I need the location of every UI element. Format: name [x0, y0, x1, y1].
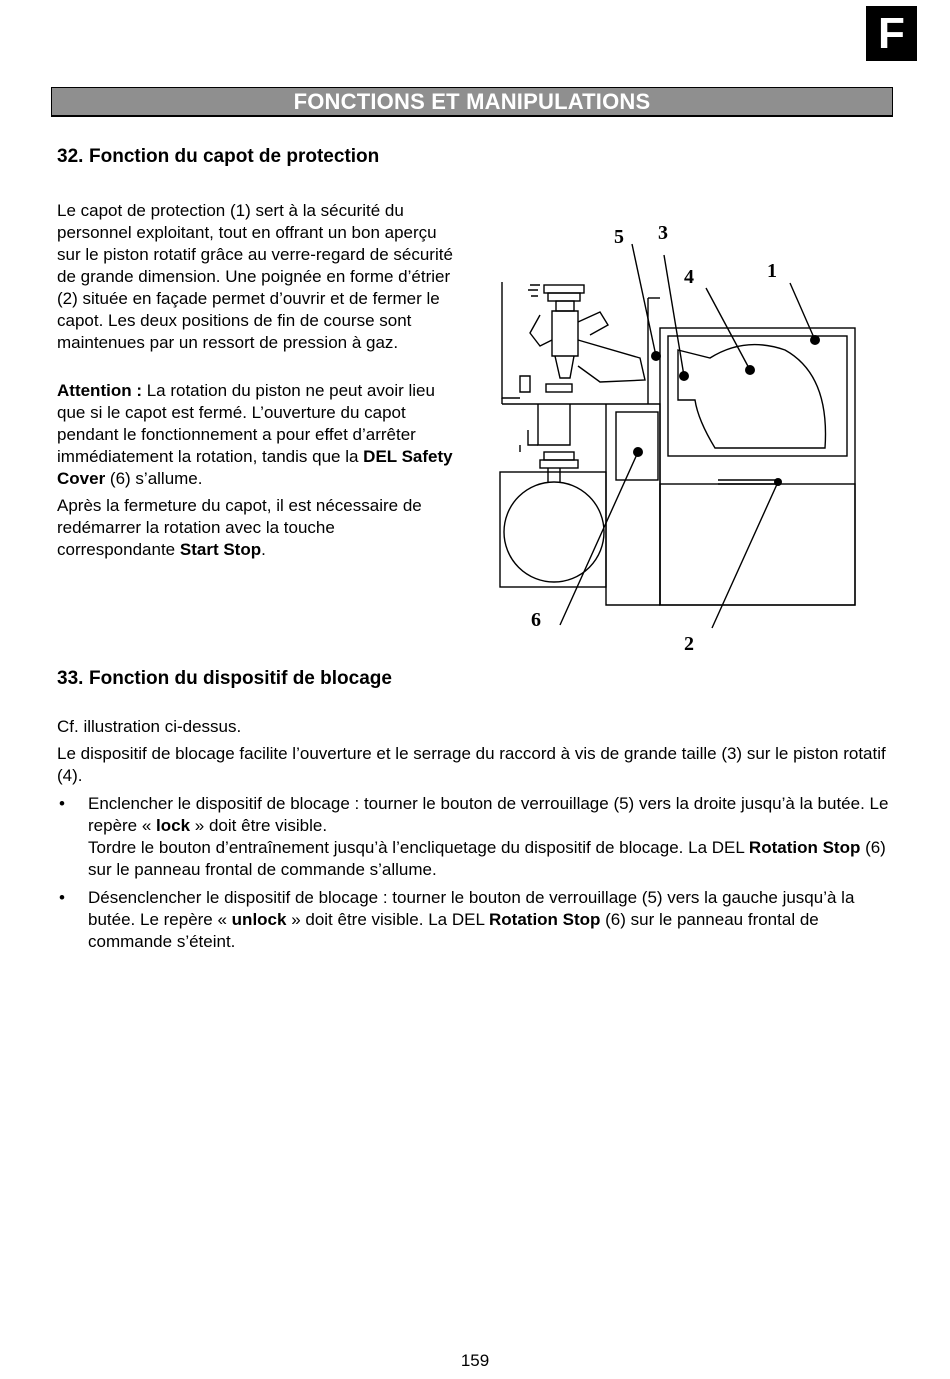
bullet-text: [88, 887, 897, 953]
protective-hood-diagram: [490, 215, 870, 660]
bullet-symbol: •: [59, 794, 65, 813]
rotation-stop-label: Rotation Stop: [489, 910, 601, 929]
unlock-label: unlock: [231, 910, 287, 929]
callout-2: 2: [684, 633, 694, 655]
section-33-title: Fonction du dispositif de blocage: [89, 668, 392, 689]
section-33-heading: [57, 668, 392, 690]
section-32-paragraph-1: Le capot de protection (1) sert à la sécurité du personnel exploitant, tout en offrant un bon aperçu sur le piston rotatif grâce au verre-regard de sécurité de grande dimension. Une poignée en forme d’étrier (2) située en façade permet d’ouvrir et de fermer le capot. Les deux positions de fin de course sont maintenues par un ressort de pression à gaz.: [57, 201, 453, 352]
attention-label: Attention :: [57, 381, 142, 400]
callout-4: 4: [684, 266, 694, 288]
section-33-paragraph-1: Cf. illustration ci-dessus.: [57, 717, 242, 736]
chapter-banner: FONCTIONS ET MANIPULATIONS: [51, 87, 893, 117]
callout-1: 1: [767, 260, 777, 282]
bullet-text-part: » doit être visible. La DEL: [286, 910, 489, 929]
section-32-heading: [57, 146, 379, 168]
section-33-number: 33.: [57, 668, 84, 689]
bullet-item-unlock: [57, 887, 897, 953]
paragraph-text: .: [261, 540, 266, 559]
bullet-symbol: •: [59, 888, 65, 907]
section-32-number: 32.: [57, 146, 84, 167]
callout-5: 5: [614, 226, 624, 248]
section-32-paragraph-3: [57, 495, 457, 561]
callout-3: 3: [658, 222, 668, 244]
language-tab: F: [866, 6, 917, 61]
led-safety-cover-label: DEL Safety Cover: [57, 447, 453, 488]
bullet-item-lock: [57, 793, 897, 881]
bullet-text-part: Désenclencher le dispositif de blocage : tourner le bouton de verrouillage (5) vers la gauche jusqu’à la butée. Le repère «: [88, 888, 855, 929]
paragraph-text: La rotation du piston ne peut avoir lieu que si le capot est fermé. L’ouverture du capot pendant le fonctionnement a pour effet d’arrêter immédiatement la rotation, tandis que la: [57, 381, 435, 466]
page-number: 159: [460, 1351, 490, 1370]
bullet-text-part: (6) sur le panneau frontal de commande s’allume.: [88, 838, 886, 879]
bullet-text-part: Tordre le bouton d’entraînement jusqu’à l’encliquetage du dispositif de blocage. La DEL: [88, 838, 749, 857]
lock-label: lock: [156, 816, 191, 835]
bullet-text-part: (6) sur le panneau frontal de commande s’éteint.: [88, 910, 819, 951]
paragraph-text: Après la fermeture du capot, il est nécessaire de redémarrer la rotation avec la touche correspondante: [57, 496, 422, 559]
callout-6: 6: [531, 609, 541, 631]
bullet-text-part: » doit être visible.: [190, 816, 328, 835]
bullet-text-part: Enclencher le dispositif de blocage : tourner le bouton de verrouillage (5) vers la droite jusqu’à la butée. Le repère «: [88, 794, 889, 835]
section-33-paragraph-2: Le dispositif de blocage facilite l’ouverture et le serrage du raccord à vis de grande taille (3) sur le piston rotatif (4).: [57, 744, 886, 785]
section-32-paragraph-2: [57, 380, 457, 490]
paragraph-text: (6) s’allume.: [105, 469, 203, 488]
start-stop-label: Start Stop: [179, 540, 262, 559]
section-32-title: Fonction du capot de protection: [89, 146, 380, 167]
rotation-stop-label: Rotation Stop: [748, 838, 861, 857]
bullet-text: [88, 793, 897, 881]
